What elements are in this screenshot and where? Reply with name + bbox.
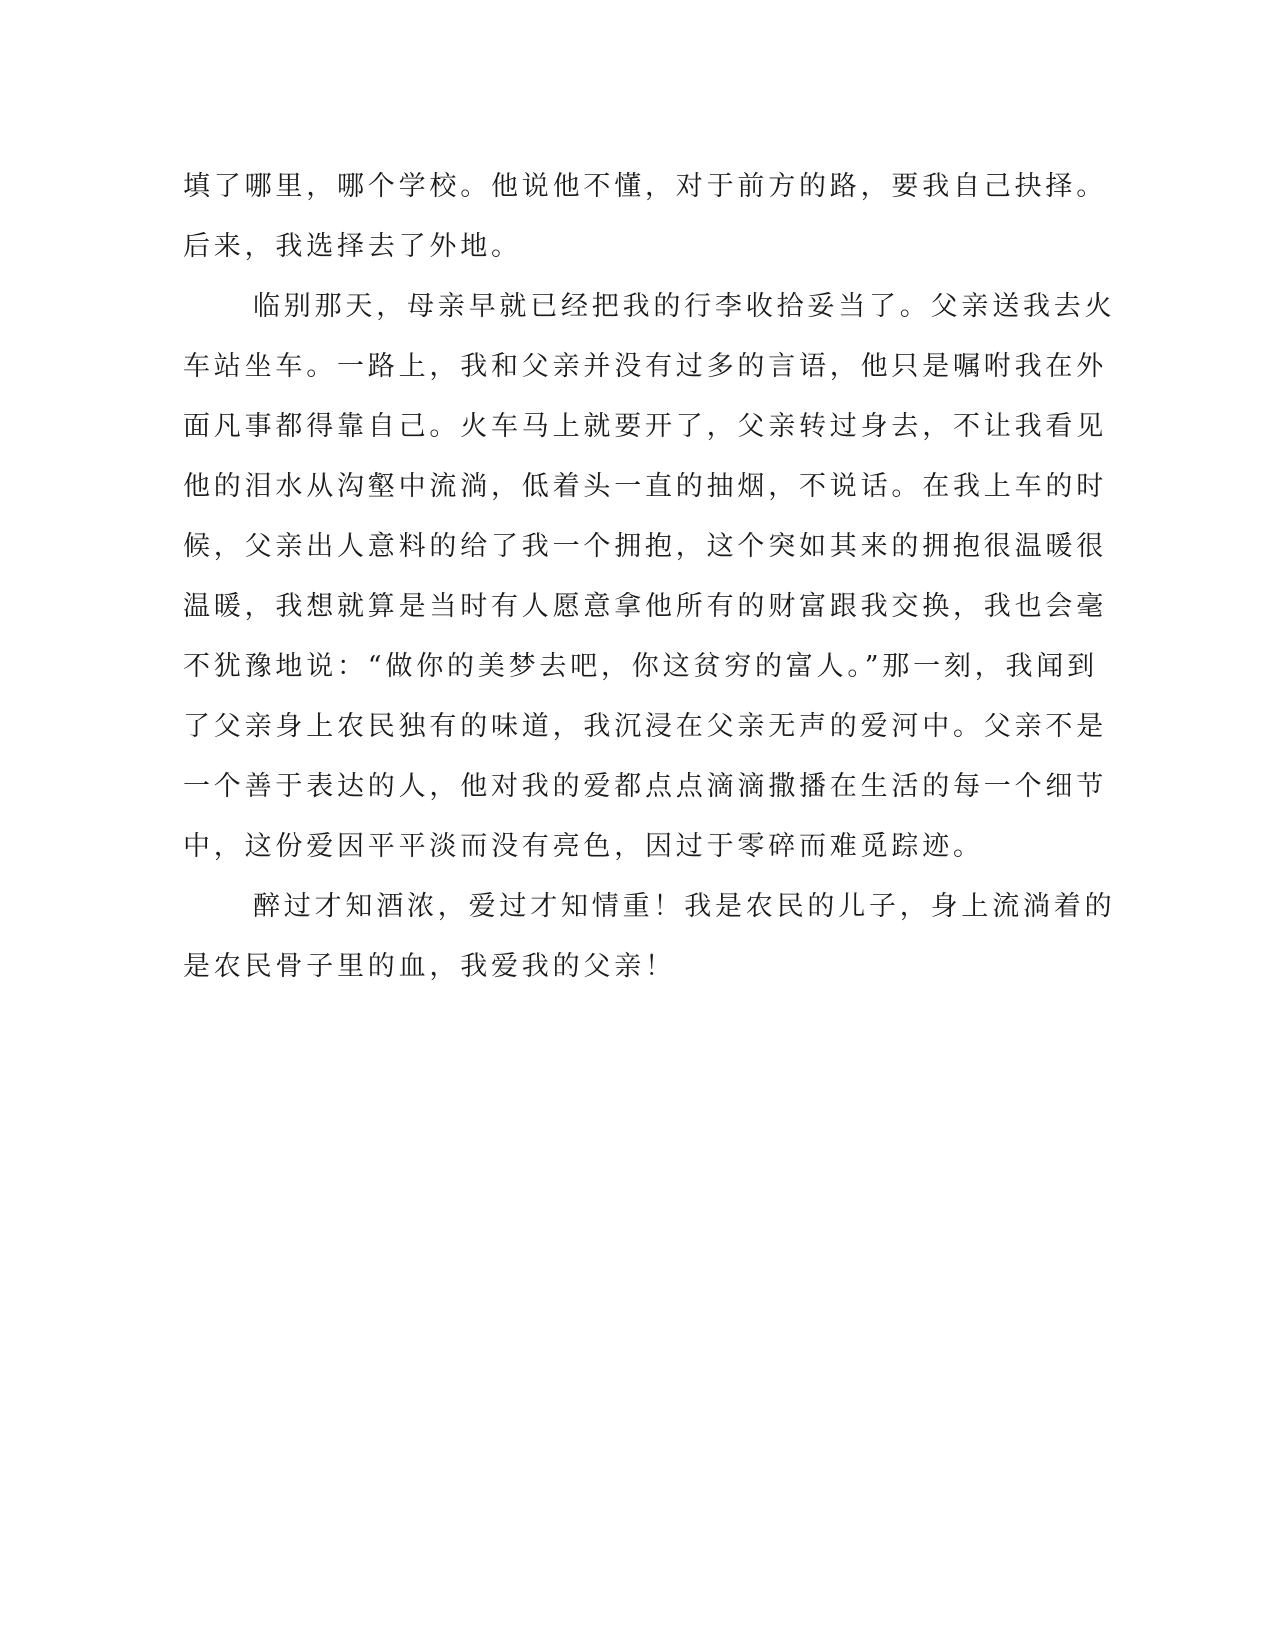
text-line: 一个善于表达的人，他对我的爱都点点滴滴撒播在生活的每一个细节 xyxy=(183,771,1107,802)
text-line: 填了哪里，哪个学校。他说他不懂，对于前方的路，要我自己抉择。 xyxy=(183,171,1107,202)
document-body xyxy=(183,157,1116,997)
text-line: 是农民骨子里的血，我爱我的父亲！ xyxy=(183,951,676,982)
text-line: 面凡事都得靠自己。火车马上就要开了，父亲转过身去，不让我看见 xyxy=(183,411,1107,442)
paragraph-2 xyxy=(183,277,1116,877)
text-line: 他的泪水从沟壑中流淌，低着头一直的抽烟，不说话。在我上车的时 xyxy=(183,471,1107,502)
text-line: 温暖，我想就算是当时有人愿意拿他所有的财富跟我交换，我也会毫 xyxy=(183,591,1107,622)
text-line: 了父亲身上农民独有的味道，我沉浸在父亲无声的爱河中。父亲不是 xyxy=(183,711,1107,742)
text-line: 中，这份爱因平平淡而没有亮色，因过于零碎而难觅踪迹。 xyxy=(183,831,984,862)
text-line: 车站坐车。一路上，我和父亲并没有过多的言语，他只是嘱咐我在外 xyxy=(183,351,1107,382)
text-line: 临别那天，母亲早就已经把我的行李收拾妥当了。父亲送我去火 xyxy=(253,291,1116,322)
text-line: 醉过才知酒浓，爱过才知情重！我是农民的儿子，身上流淌着的 xyxy=(253,891,1116,922)
paragraph-1 xyxy=(183,157,1107,277)
text-line: 后来，我选择去了外地。 xyxy=(183,231,522,262)
text-line: 候，父亲出人意料的给了我一个拥抱，这个突如其来的拥抱很温暖很 xyxy=(183,531,1107,562)
text-line: 不犹豫地说：“做你的美梦去吧，你这贫穷的富人。”那一刻，我闻到 xyxy=(183,651,1098,682)
paragraph-3 xyxy=(183,877,1116,997)
